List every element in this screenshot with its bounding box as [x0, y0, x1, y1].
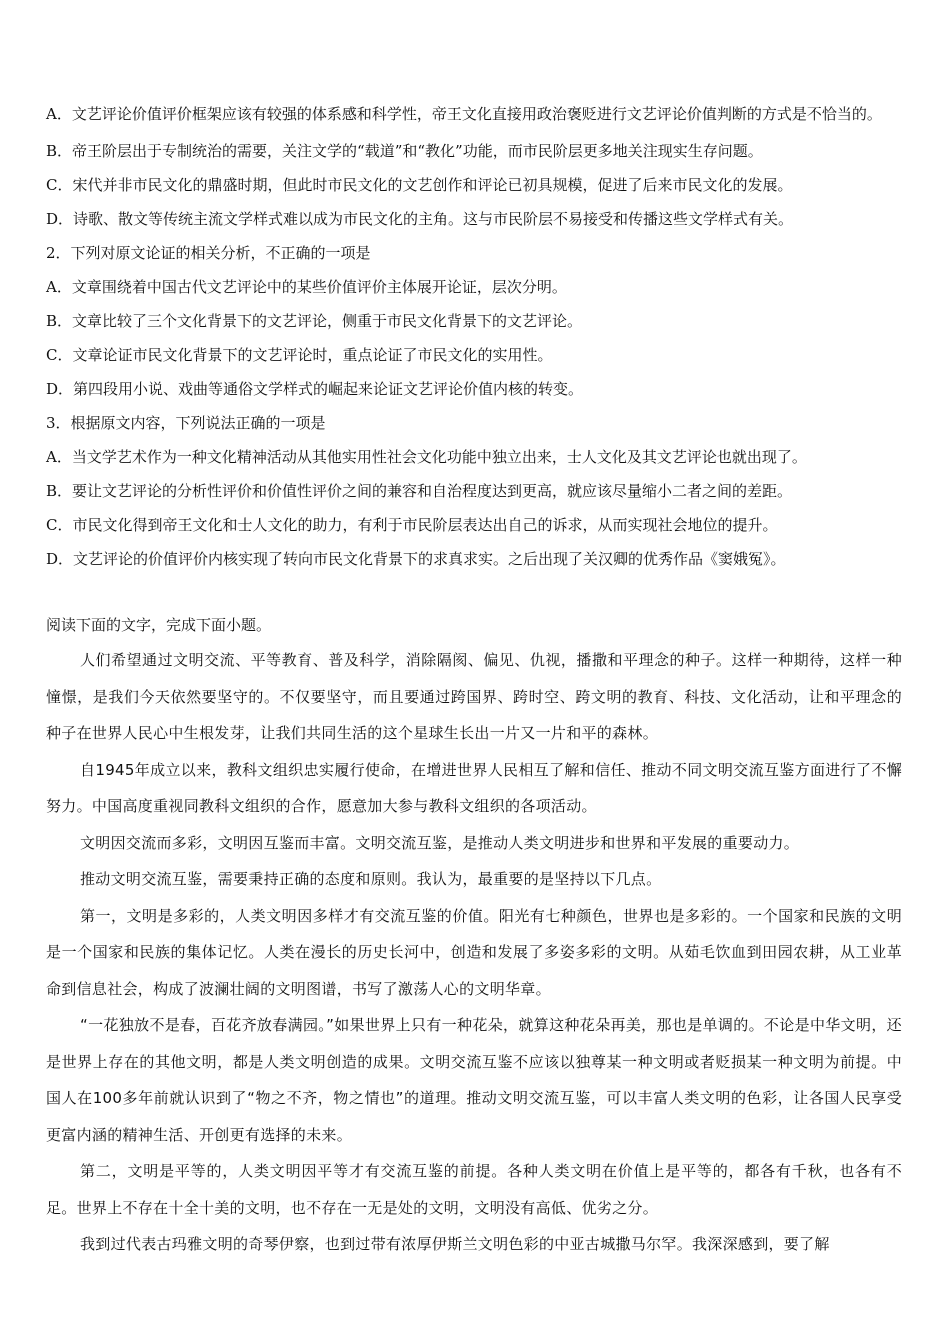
q3-option-d: D．文艺评论的价值评价内核实现了转向市民文化背景下的求真求实。之后出现了关汉卿的优秀作品《窦娥冤》。	[46, 550, 786, 568]
q1-option-b: B．帝王阶层出于专制统治的需要，关注文学的“载道”和“教化”功能，而市民阶层更多地关注现实生存问题。	[46, 142, 763, 160]
passage-paragraph: 自1945年成立以来，教科文组织忠实履行使命，在增进世界人民相互了解和信任、推动不同文明交流互鉴方面进行了不懈努力。中国高度重视同教科文组织的合作，愿意加大参与教科文组织的各项活动。	[46, 760, 902, 815]
q1-option-c: C．宋代并非市民文化的鼎盛时期，但此时市民文化的文艺创作和评论已初具规模，促进了后来市民文化的发展。	[46, 176, 793, 194]
passage-paragraph: 推动文明交流互鉴，需要秉持正确的态度和原则。我认为，最重要的是坚持以下几点。	[80, 870, 662, 888]
q3-option-b: B．要让文艺评论的分析性评价和价值性评价之间的兼容和自治程度达到更高，就应该尽量缩小二者之间的差距。	[46, 482, 793, 500]
q2-option-b: B．文章比较了三个文化背景下的文艺评论，侧重于市民文化背景下的文艺评论。	[46, 312, 583, 330]
q2-option-a: A．文章围绕着中国古代文艺评论中的某些价值评价主体展开论证，层次分明。	[46, 278, 567, 296]
q3-option-a: A．当文学艺术作为一种文化精神活动从其他实用性社会文化功能中独立出来，士人文化及其文艺评论也就出现了。	[46, 448, 807, 466]
reading-intro-block	[0, 608, 950, 642]
question-section	[0, 94, 950, 576]
passage-paragraph: 我到过代表古玛雅文明的奇琴伊察，也到过带有浓厚伊斯兰文明色彩的中亚古城撒马尔罕。我深深感到，要了解	[80, 1235, 830, 1253]
q2-option-c: C．文章论证市民文化背景下的文艺评论时，重点论证了市民文化的实用性。	[46, 346, 553, 364]
reading-passage	[0, 642, 950, 1263]
q2-option-d: D．第四段用小说、戏曲等通俗文学样式的崛起来论证文艺评论价值内核的转变。	[46, 380, 584, 398]
q1-option-a: A．文艺评论价值评价框架应该有较强的体系感和科学性，帝王文化直接用政治褒贬进行文艺评论价值判断的方式是不恰当的。	[46, 105, 882, 123]
passage-paragraph: 第一，文明是多彩的，人类文明因多样才有交流互鉴的价值。阳光有七种颜色，世界也是多彩的。一个国家和民族的文明是一个国家和民族的集体记忆。人类在漫长的历史长河中，创造和发展了多姿多彩的文明。从茹毛饮血到田园农耕，从工业革命到信息社会，构成了波澜壮阔的文明图谱，书写了激荡人心的文明华章。	[46, 906, 902, 998]
q3-stem: 3．根据原文内容，下列说法正确的一项是	[46, 414, 326, 432]
q3-option-c: C．市民文化得到帝王文化和士人文化的助力，有利于市民阶层表达出自己的诉求，从而实现社会地位的提升。	[46, 516, 778, 534]
passage-paragraph: 文明因交流而多彩，文明因互鉴而丰富。文明交流互鉴，是推动人类文明进步和世界和平发展的重要动力。	[80, 833, 800, 852]
passage-paragraph: “一花独放不是春，百花齐放春满园。”如果世界上只有一种花朵，就算这种花朵再美，那也是单调的。不论是中华文明，还是世界上存在的其他文明，都是人类文明创造的成果。文明交流互鉴不应该以独尊某一种文明或者贬损某一种文明为前提。中国人在100多年前就认识到了“物之不齐，物之情也”的道理。推动文明交流互鉴，可以丰富人类文明的色彩，让各国人民享受更富内涵的精神生活、开创更有选择的未来。	[46, 1016, 902, 1144]
passage-paragraph: 第二，文明是平等的，人类文明因平等才有交流互鉴的前提。各种人类文明在价值上是平等的，都各有千秋，也各有不足。世界上不存在十全十美的文明，也不存在一无是处的文明，文明没有高低、优劣之分。	[46, 1162, 902, 1217]
passage-paragraph: 人们希望通过文明交流、平等教育、普及科学，消除隔阂、偏见、仇视，播撒和平理念的种子。这样一种期待，这样一种憧憬，是我们今天依然要坚守的。不仅要坚守，而且要通过跨国界、跨时空、跨文明的教育、科技、文化活动，让和平理念的种子在世界人民心中生根发芽，让我们共同生活的这个星球生长出一片又一片和平的森林。	[46, 651, 902, 742]
reading-intro: 阅读下面的文字，完成下面小题。	[46, 616, 272, 634]
q1-option-d: D．诗歌、散文等传统主流文学样式难以成为市民文化的主角。这与市民阶层不易接受和传播这些文学样式有关。	[46, 210, 794, 228]
q2-stem: 2．下列对原文论证的相关分析，不正确的一项是	[46, 244, 371, 262]
